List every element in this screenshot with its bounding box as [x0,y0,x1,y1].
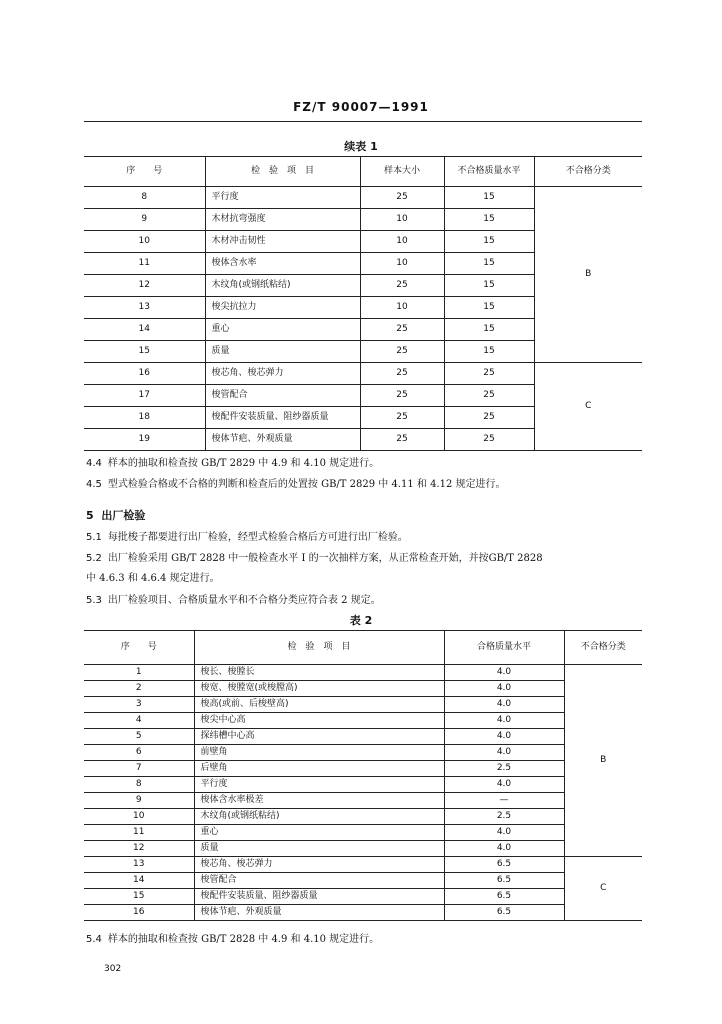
table-row [84,713,642,729]
row-level: 15 [444,341,534,363]
row-level: 2.5 [444,761,564,777]
para-5-2 [86,552,646,566]
row-item: 梭配件安装质量、阻纱器质量 [205,407,360,429]
para-text: 样本的抽取和检查按 GB/T 2828 中 4.9 和 4.10 规定进行。 [107,934,380,945]
section-5-heading [86,507,145,523]
row-size: 25 [360,341,444,363]
table2-header-level: 合格质量水平 [444,631,564,665]
standard-number: FZ/T 90007—1991 [293,100,429,114]
table-row [84,809,642,825]
row-no: 15 [84,341,205,363]
row-no: 17 [84,385,205,407]
row-no: 16 [84,905,194,921]
table2-header-row [84,631,642,665]
para-5-3 [86,594,646,608]
row-level: 2.5 [444,809,564,825]
row-no: 2 [84,681,194,697]
row-level: 25 [444,429,534,451]
para-5-1 [86,531,646,545]
row-size: 10 [360,231,444,253]
row-item: 梭体节疤、外观质量 [205,429,360,451]
row-item: 梭芯角、梭芯弹力 [205,363,360,385]
table2-caption: 表 2 [349,614,373,627]
row-no: 14 [84,873,194,889]
row-no: 12 [84,275,205,297]
row-no: 7 [84,761,194,777]
row-level: 4.0 [444,713,564,729]
table-row [84,187,642,209]
row-level: 15 [444,319,534,341]
table-row [84,697,642,713]
row-no: 11 [84,253,205,275]
row-item: 木材冲击韧性 [205,231,360,253]
table1 [84,156,642,451]
row-item: 梭体节疤、外观质量 [194,905,444,921]
row-level: 4.0 [444,697,564,713]
row-level: 4.0 [444,825,564,841]
row-item: 梭长、梭膛长 [194,665,444,681]
row-item: 梭管配合 [194,873,444,889]
row-item: 重心 [194,825,444,841]
row-item: 木纹角(或钢纸粘结) [205,275,360,297]
row-item: 梭芯角、梭芯弹力 [194,857,444,873]
row-item: 后壁角 [194,761,444,777]
row-no: 15 [84,889,194,905]
table-row [84,681,642,697]
row-no: 8 [84,187,205,209]
row-level: 4.0 [444,841,564,857]
table-row [84,665,642,681]
row-size: 10 [360,297,444,319]
row-level: 4.0 [444,777,564,793]
row-level: 4.0 [444,681,564,697]
row-no: 13 [84,857,194,873]
row-item: 木纹角(或钢纸粘结) [194,809,444,825]
para-text: 样本的抽取和检查按 GB/T 2829 中 4.9 和 4.10 规定进行。 [107,458,380,469]
table-row [84,889,642,905]
table1-header-row [84,157,642,187]
row-size: 10 [360,209,444,231]
row-item: 前壁角 [194,745,444,761]
para-text: 出厂检验项目、合格质量水平和不合格分类应符合表 2 规定。 [107,595,381,606]
table2-header-class: 不合格分类 [564,631,642,665]
table-row [84,793,642,809]
row-level: 15 [444,231,534,253]
row-level: 25 [444,407,534,429]
row-level: 15 [444,297,534,319]
para-text: 每批梭子都要进行出厂检验，经型式检验合格后方可进行出厂检验。 [107,532,408,543]
table2-class-b: B [564,665,642,857]
table1-class-c: C [534,363,642,451]
row-level: 15 [444,187,534,209]
row-item: 梭配件安装质量、阻纱器质量 [194,889,444,905]
row-level: 4.0 [444,729,564,745]
row-item: 质量 [194,841,444,857]
para-number: 4.5 [86,479,102,490]
table-row [84,857,642,873]
table1-header-item: 检 验 项 目 [205,157,360,187]
row-no: 10 [84,809,194,825]
para-5-2-cont: 中 4.6.3 和 4.6.4 规定进行。 [86,573,220,584]
row-item: 探纬槽中心高 [194,729,444,745]
table-row [84,825,642,841]
row-no: 3 [84,697,194,713]
table-row [84,745,642,761]
table2-header-item: 检 验 项 目 [194,631,444,665]
row-item: 平行度 [194,777,444,793]
table-row [84,905,642,921]
header-rule [84,121,642,122]
row-level: 6.5 [444,905,564,921]
row-no: 10 [84,231,205,253]
row-level: 15 [444,209,534,231]
table2-class-c: C [564,857,642,921]
row-level: 6.5 [444,873,564,889]
table1-header-class: 不合格分类 [534,157,642,187]
row-level: 6.5 [444,889,564,905]
para-number: 5.3 [86,595,102,606]
row-level: 15 [444,275,534,297]
table-row [84,729,642,745]
row-item: 质量 [205,341,360,363]
row-size: 25 [360,407,444,429]
row-item: 平行度 [205,187,360,209]
para-4-5 [86,478,646,492]
row-level: 25 [444,363,534,385]
row-no: 6 [84,745,194,761]
row-level: 4.0 [444,745,564,761]
section-title: 出厂检验 [101,509,146,522]
row-level: 15 [444,253,534,275]
table1-header-size: 样本大小 [360,157,444,187]
table-row [84,873,642,889]
para-text: 出厂检验采用 GB/T 2828 中一般检查水平 I 的一次抽样方案，从正常检查开始，并按GB/T 2828 [107,553,543,564]
row-no: 5 [84,729,194,745]
row-no: 16 [84,363,205,385]
row-size: 25 [360,275,444,297]
row-item: 梭尖抗拉力 [205,297,360,319]
para-number: 5.4 [86,934,102,945]
row-no: 11 [84,825,194,841]
table1-header-no: 序 号 [84,157,205,187]
para-4-4 [86,457,646,471]
row-level: 25 [444,385,534,407]
row-item: 木材抗弯强度 [205,209,360,231]
table1-class-b: B [534,187,642,363]
row-item: 梭体含水率极差 [194,793,444,809]
row-no: 8 [84,777,194,793]
section-number: 5 [86,509,94,522]
row-item: 梭宽、梭膛宽(或梭膛高) [194,681,444,697]
table1-header-level: 不合格质量水平 [444,157,534,187]
para-number: 4.4 [86,458,102,469]
row-size: 10 [360,253,444,275]
row-size: 25 [360,385,444,407]
row-no: 1 [84,665,194,681]
para-number: 5.1 [86,532,102,543]
row-no: 19 [84,429,205,451]
row-no: 4 [84,713,194,729]
para-5-4 [86,933,646,947]
row-no: 18 [84,407,205,429]
table-row [84,363,642,385]
row-no: 9 [84,209,205,231]
row-item: 梭尖中心高 [194,713,444,729]
row-level: 6.5 [444,857,564,873]
row-item: 梭管配合 [205,385,360,407]
row-size: 25 [360,187,444,209]
table-row [84,777,642,793]
row-no: 12 [84,841,194,857]
table2-header-no: 序 号 [84,631,194,665]
row-no: 14 [84,319,205,341]
row-item: 重心 [205,319,360,341]
row-item: 梭高(或前、后梭壁高) [194,697,444,713]
page-number: 302 [104,964,122,974]
para-text: 型式检验合格或不合格的判断和检查后的处置按 GB/T 2829 中 4.11 和 4.12 规定进行。 [107,479,506,490]
row-size: 25 [360,429,444,451]
row-size: 25 [360,363,444,385]
row-level: — [444,793,564,809]
table2 [84,630,642,921]
para-number: 5.2 [86,553,102,564]
table-row [84,841,642,857]
table-row [84,761,642,777]
row-no: 9 [84,793,194,809]
row-size: 25 [360,319,444,341]
row-no: 13 [84,297,205,319]
table1-caption: 续表 1 [344,140,378,153]
row-item: 梭体含水率 [205,253,360,275]
row-level: 4.0 [444,665,564,681]
